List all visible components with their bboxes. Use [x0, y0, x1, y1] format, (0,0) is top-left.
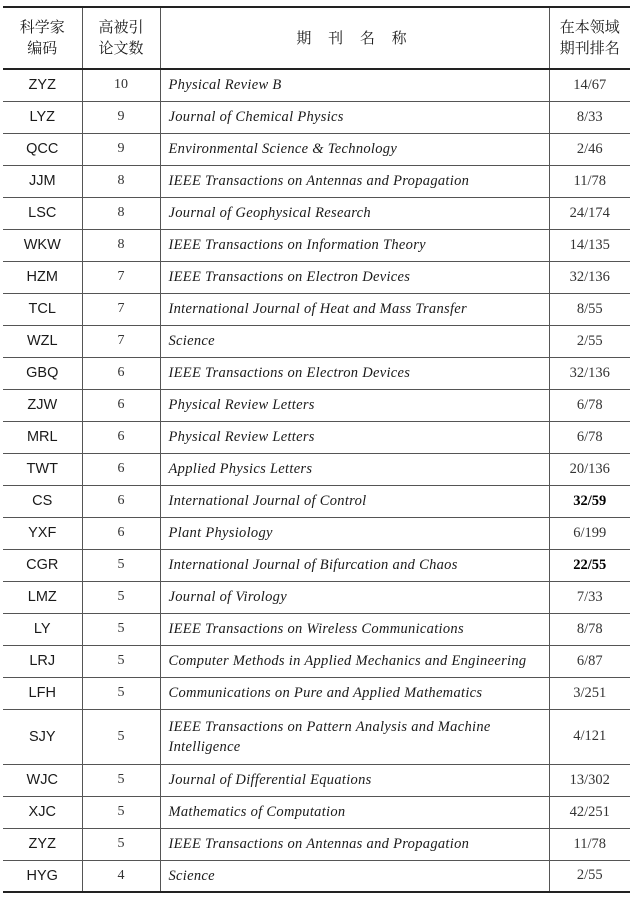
table-row	[3, 325, 630, 357]
header-line: 在本领域	[559, 18, 620, 36]
paper-count-cell: 8	[82, 165, 160, 197]
paper-count-cell: 5	[82, 613, 160, 645]
journal-name-cell: Plant Physiology	[160, 517, 549, 549]
table-row	[3, 517, 630, 549]
table-row	[3, 197, 630, 229]
table-row	[3, 581, 630, 613]
paper-count-cell: 5	[82, 828, 160, 860]
scientist-code-cell: ZYZ	[28, 836, 56, 852]
paper-count-cell: 8	[82, 197, 160, 229]
paper-count-cell: 6	[82, 453, 160, 485]
table-header	[3, 7, 630, 69]
field-rank-cell: 4/121	[549, 709, 630, 764]
scientist-code-cell: LFH	[28, 685, 56, 701]
journal-name-cell: IEEE Transactions on Antennas and Propagation	[160, 165, 549, 197]
scientist-code-cell: JJM	[28, 173, 56, 189]
table-row	[3, 293, 630, 325]
field-rank-cell: 7/33	[549, 581, 630, 613]
scientist-code-cell: CGR	[26, 557, 59, 573]
paper-count-cell: 5	[82, 709, 160, 764]
field-rank-cell: 8/33	[549, 101, 630, 133]
paper-count-cell: 6	[82, 485, 160, 517]
field-rank-cell: 6/78	[549, 421, 630, 453]
scientist-code-cell: CS	[32, 493, 53, 509]
paper-count-cell: 6	[82, 517, 160, 549]
paper-count-cell: 4	[82, 860, 160, 892]
journal-name-cell: IEEE Transactions on Pattern Analysis and Machine Intelligence	[160, 709, 549, 764]
field-rank-cell: 32/136	[549, 261, 630, 293]
field-rank-cell: 20/136	[549, 453, 630, 485]
table-row	[3, 677, 630, 709]
paper-count-cell: 7	[82, 293, 160, 325]
header-line: 论文数	[98, 39, 144, 57]
table-row	[3, 261, 630, 293]
scientist-code-cell: LY	[33, 621, 51, 637]
header-journal-name: 期 刊 名 称	[160, 7, 549, 69]
journal-name-cell: Journal of Chemical Physics	[160, 101, 549, 133]
journal-name-cell: Journal of Differential Equations	[160, 764, 549, 796]
table-row	[3, 69, 630, 101]
paper-count-cell: 9	[82, 133, 160, 165]
journal-name-cell: Computer Methods in Applied Mechanics and Engineering	[160, 645, 549, 677]
journal-name-cell: IEEE Transactions on Antennas and Propagation	[160, 828, 549, 860]
table-row	[3, 549, 630, 581]
scientist-journal-table	[3, 6, 630, 893]
table-row	[3, 764, 630, 796]
field-rank-cell: 6/78	[549, 389, 630, 421]
table-row	[3, 485, 630, 517]
paper-count-cell: 6	[82, 389, 160, 421]
scientist-code-cell: TCL	[28, 301, 56, 317]
journal-name-cell: International Journal of Heat and Mass Transfer	[160, 293, 549, 325]
table-row	[3, 357, 630, 389]
table-row	[3, 229, 630, 261]
scientist-code-cell: WZL	[26, 333, 58, 349]
paper-count-cell: 6	[82, 421, 160, 453]
table-row	[3, 645, 630, 677]
paper-count-cell: 5	[82, 796, 160, 828]
field-rank-cell: 32/136	[549, 357, 630, 389]
journal-name-cell: Applied Physics Letters	[160, 453, 549, 485]
header-line: 科学家	[19, 18, 65, 36]
journal-name-cell: Physical Review Letters	[160, 389, 549, 421]
field-rank-cell: 14/135	[549, 229, 630, 261]
scientist-code-cell: HZM	[26, 269, 58, 285]
paper-count-cell: 9	[82, 101, 160, 133]
header-line: 高被引	[98, 18, 144, 36]
table-row	[3, 421, 630, 453]
field-rank-cell: 6/199	[549, 517, 630, 549]
journal-name-cell: IEEE Transactions on Wireless Communications	[160, 613, 549, 645]
scientist-code-cell: LMZ	[27, 589, 57, 605]
scientist-code-cell: MRL	[26, 429, 58, 445]
field-rank-cell: 14/67	[549, 69, 630, 101]
field-rank-cell: 3/251	[549, 677, 630, 709]
header-row	[3, 7, 630, 69]
scientist-code-cell: ZYZ	[28, 77, 56, 94]
table-body	[3, 69, 630, 892]
scientist-code-cell: TWT	[26, 461, 58, 477]
paper-count-cell: 5	[82, 645, 160, 677]
field-rank-cell: 8/55	[549, 293, 630, 325]
paper-count-cell: 7	[82, 325, 160, 357]
journal-name-cell: Mathematics of Computation	[160, 796, 549, 828]
field-rank-cell: 24/174	[549, 197, 630, 229]
table-row	[3, 796, 630, 828]
header-paper-count	[82, 7, 160, 69]
journal-name-cell: Journal of Virology	[160, 581, 549, 613]
field-rank-cell: 6/87	[549, 645, 630, 677]
header-line: 期刊排名	[559, 39, 620, 57]
header-scientist-code	[3, 7, 82, 69]
paper-count-cell: 5	[82, 677, 160, 709]
field-rank-cell: 11/78	[549, 828, 630, 860]
journal-name-cell: International Journal of Bifurcation and Chaos	[160, 549, 549, 581]
table-row	[3, 613, 630, 645]
scientist-code-cell: ZJW	[27, 397, 58, 413]
field-rank-cell: 8/78	[549, 613, 630, 645]
field-rank-cell: 2/55	[549, 860, 630, 892]
field-rank-cell: 2/55	[549, 325, 630, 357]
journal-name-cell: Communications on Pure and Applied Mathematics	[160, 677, 549, 709]
paper-count-cell: 10	[82, 69, 160, 101]
paper-count-cell: 6	[82, 357, 160, 389]
paper-count-cell: 5	[82, 764, 160, 796]
journal-name-cell: Physical Review B	[160, 69, 549, 101]
field-rank-cell: 32/59	[549, 485, 630, 517]
table-row	[3, 828, 630, 860]
table-row	[3, 389, 630, 421]
journal-name-cell: Science	[160, 325, 549, 357]
scientist-code-cell: QCC	[26, 141, 59, 157]
journal-name-cell: IEEE Transactions on Electron Devices	[160, 357, 549, 389]
field-rank-cell: 11/78	[549, 165, 630, 197]
scientist-code-cell: XJC	[28, 804, 56, 820]
table-row	[3, 709, 630, 764]
scientist-code-cell: LRJ	[29, 653, 56, 669]
journal-name-cell: IEEE Transactions on Information Theory	[160, 229, 549, 261]
header-line: 编码	[27, 39, 58, 57]
scientist-code-cell: WKW	[23, 237, 61, 253]
journal-name-cell: Physical Review Letters	[160, 421, 549, 453]
journal-name-cell: IEEE Transactions on Electron Devices	[160, 261, 549, 293]
table-row	[3, 165, 630, 197]
scientist-code-cell: LYZ	[29, 109, 56, 125]
document-page	[3, 6, 630, 893]
field-rank-cell: 42/251	[549, 796, 630, 828]
scientist-code-cell: GBQ	[26, 365, 59, 381]
table-row	[3, 453, 630, 485]
journal-name-cell: Science	[160, 860, 549, 892]
table-row	[3, 133, 630, 165]
scientist-code-cell: SJY	[28, 728, 56, 745]
header-field-rank	[549, 7, 630, 69]
journal-name-cell: Environmental Science & Technology	[160, 133, 549, 165]
table-row	[3, 860, 630, 892]
paper-count-cell: 8	[82, 229, 160, 261]
journal-name-cell: Journal of Geophysical Research	[160, 197, 549, 229]
paper-count-cell: 5	[82, 581, 160, 613]
field-rank-cell: 2/46	[549, 133, 630, 165]
paper-count-cell: 7	[82, 261, 160, 293]
field-rank-cell: 13/302	[549, 764, 630, 796]
scientist-code-cell: LSC	[28, 205, 57, 221]
scientist-code-cell: HYG	[26, 867, 58, 884]
scientist-code-cell: YXF	[28, 525, 57, 541]
journal-name-cell: International Journal of Control	[160, 485, 549, 517]
field-rank-cell: 22/55	[549, 549, 630, 581]
scientist-code-cell: WJC	[26, 772, 58, 788]
paper-count-cell: 5	[82, 549, 160, 581]
table-row	[3, 101, 630, 133]
